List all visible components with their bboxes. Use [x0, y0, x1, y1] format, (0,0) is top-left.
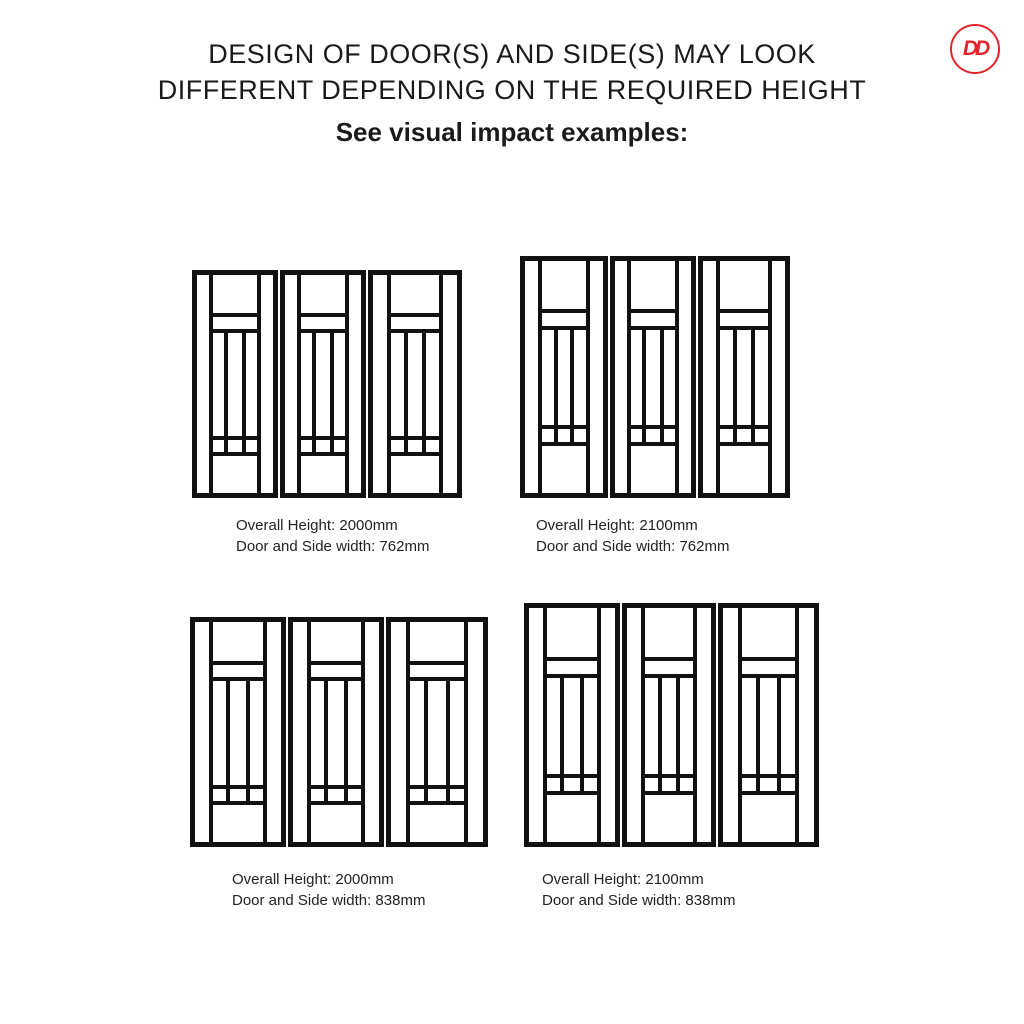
panel-1-frame-right	[281, 617, 286, 847]
panel-2-bar-inner-right	[344, 677, 348, 805]
panel-2-bar-bottom-horizontal	[307, 801, 365, 805]
panel-2-bar-upper-inner	[641, 674, 697, 678]
panel-2-frame-right	[691, 256, 696, 498]
example-2-height: Overall Height: 2100mm	[536, 517, 698, 534]
panel-1-frame-top	[192, 270, 278, 275]
panel-3-frame-bottom	[718, 842, 819, 847]
panel-2-frame-right	[379, 617, 384, 847]
panel-3-frame-top	[718, 603, 819, 608]
panel-2-bar-inner-left	[658, 674, 662, 795]
panel-1-bar-top-horizontal	[538, 309, 590, 313]
panel-3-bar-right-vertical	[795, 603, 799, 847]
panel-1-bar-inner-left	[226, 677, 230, 805]
example-4-width: Door and Side width: 838mm	[542, 892, 736, 909]
panel-1-frame-left	[520, 256, 525, 498]
panel-1-bar-lower-inner	[543, 774, 601, 778]
panel-3-bar-top-horizontal	[716, 309, 772, 313]
panel-2-frame-top	[280, 270, 366, 275]
panel-2-bar-bottom-horizontal	[297, 452, 349, 456]
panel-1-bar-left-vertical	[209, 270, 213, 498]
panel-3-bar-right-vertical	[768, 256, 772, 498]
panel-1-bar-lower-inner	[538, 425, 590, 429]
panel-1-bar-bottom-horizontal	[209, 452, 261, 456]
panel-2-bar-inner-right	[330, 329, 334, 456]
panel-3-bar-upper-inner	[738, 674, 799, 678]
panel-2-bar-top-horizontal	[641, 657, 697, 661]
panel-3-frame-top	[698, 256, 790, 261]
panel-1-bar-inner-left	[560, 674, 564, 795]
panel-1-frame-right	[273, 270, 278, 498]
panel-1-bar-right-vertical	[263, 617, 267, 847]
panel-3-bar-upper-inner	[716, 326, 772, 330]
panel-3-bar-lower-inner	[406, 785, 468, 789]
panel-2-frame-top	[288, 617, 384, 622]
panel-1-bar-bottom-horizontal	[543, 791, 601, 795]
panel-3-frame-left	[718, 603, 723, 847]
panel-1-bar-upper-inner	[209, 677, 267, 681]
panel-3-bar-inner-right	[422, 329, 426, 456]
panel-2-bar-right-vertical	[345, 270, 349, 498]
panel-1-bar-bottom-horizontal	[209, 801, 267, 805]
panel-1-bar-left-vertical	[543, 603, 547, 847]
panel-3-frame-right	[483, 617, 488, 847]
door-set-drawing-1	[192, 270, 462, 498]
door-set-example-3	[190, 617, 488, 847]
panel-3-frame-left	[368, 270, 373, 498]
panel-1-frame-top	[190, 617, 286, 622]
panel-2-frame-bottom	[280, 493, 366, 498]
example-1-caption	[236, 515, 429, 557]
panel-1-bar-upper-inner	[538, 326, 590, 330]
panel-2-frame-left	[280, 270, 285, 498]
panel-2-frame-bottom	[610, 493, 696, 498]
panel-2-bar-left-vertical	[641, 603, 645, 847]
panel-1-bar-top-horizontal	[543, 657, 601, 661]
door-set-drawing-2	[520, 256, 790, 498]
panel-2-frame-top	[610, 256, 696, 261]
panel-3-bar-upper-inner	[406, 677, 468, 681]
panel-3-bar-top-horizontal	[387, 313, 443, 317]
panel-3-bar-top-horizontal	[738, 657, 799, 661]
panel-2-bar-right-vertical	[675, 256, 679, 498]
panel-1-bar-upper-inner	[209, 329, 261, 333]
door-set-drawing-4	[524, 603, 819, 847]
panel-2-bar-left-vertical	[297, 270, 301, 498]
panel-2-bar-inner-left	[324, 677, 328, 805]
example-1-width: Door and Side width: 762mm	[236, 538, 430, 555]
panel-3-bar-lower-inner	[716, 425, 772, 429]
panel-3-bar-left-vertical	[406, 617, 410, 847]
panel-2-bar-inner-right	[660, 326, 664, 446]
panel-3-bar-inner-left	[733, 326, 737, 446]
panel-1-bar-inner-left	[554, 326, 558, 446]
example-4-caption	[542, 869, 735, 911]
panel-3-frame-bottom	[386, 842, 488, 847]
panel-1-bar-lower-inner	[209, 785, 267, 789]
panel-2-bar-lower-inner	[641, 774, 697, 778]
logo-text: DD	[962, 37, 988, 60]
panel-2-frame-bottom	[622, 842, 716, 847]
panel-3-bar-left-vertical	[716, 256, 720, 498]
door-set-example-2	[520, 256, 790, 498]
panel-3-frame-top	[368, 270, 462, 275]
page-heading	[0, 36, 1024, 150]
panel-1-frame-left	[190, 617, 195, 847]
panel-1-bar-right-vertical	[586, 256, 590, 498]
example-3-height: Overall Height: 2000mm	[232, 871, 394, 888]
panel-2-bar-lower-inner	[307, 785, 365, 789]
panel-2-bar-inner-left	[312, 329, 316, 456]
panel-1-bar-inner-left	[224, 329, 228, 456]
panel-1-frame-left	[524, 603, 529, 847]
example-1-height: Overall Height: 2000mm	[236, 517, 398, 534]
panel-1-bar-bottom-horizontal	[538, 442, 590, 446]
panel-1-frame-bottom	[190, 842, 286, 847]
panel-3-frame-bottom	[698, 493, 790, 498]
panel-2-bar-bottom-horizontal	[627, 442, 679, 446]
panel-2-bar-upper-inner	[307, 677, 365, 681]
panel-1-bar-inner-right	[570, 326, 574, 446]
example-4-height: Overall Height: 2100mm	[542, 871, 704, 888]
example-3-width: Door and Side width: 838mm	[232, 892, 426, 909]
panel-2-bar-upper-inner	[627, 326, 679, 330]
panel-2-frame-bottom	[288, 842, 384, 847]
panel-3-frame-right	[785, 256, 790, 498]
panel-3-bar-bottom-horizontal	[387, 452, 443, 456]
panel-2-bar-left-vertical	[307, 617, 311, 847]
panel-1-bar-right-vertical	[597, 603, 601, 847]
panel-1-bar-inner-right	[246, 677, 250, 805]
example-2-width: Door and Side width: 762mm	[536, 538, 730, 555]
panel-2-bar-lower-inner	[627, 425, 679, 429]
panel-3-frame-bottom	[368, 493, 462, 498]
panel-2-bar-bottom-horizontal	[641, 791, 697, 795]
panel-1-bar-top-horizontal	[209, 661, 267, 665]
panel-3-frame-left	[698, 256, 703, 498]
door-set-drawing-3	[190, 617, 488, 847]
panel-1-frame-top	[520, 256, 608, 261]
panel-3-bar-upper-inner	[387, 329, 443, 333]
panel-3-bar-bottom-horizontal	[738, 791, 799, 795]
panel-3-bar-bottom-horizontal	[406, 801, 468, 805]
panel-3-frame-left	[386, 617, 391, 847]
panel-3-frame-right	[457, 270, 462, 498]
subheading: See visual impact examples:	[335, 117, 689, 147]
panel-2-bar-upper-inner	[297, 329, 349, 333]
panel-3-bar-inner-left	[756, 674, 760, 795]
panel-1-frame-right	[615, 603, 620, 847]
panel-1-bar-inner-right	[580, 674, 584, 795]
panel-3-bar-right-vertical	[464, 617, 468, 847]
panel-3-bar-inner-left	[404, 329, 408, 456]
panel-2-bar-top-horizontal	[297, 313, 349, 317]
panel-2-bar-right-vertical	[361, 617, 365, 847]
panel-3-bar-top-horizontal	[406, 661, 468, 665]
panel-2-bar-left-vertical	[627, 256, 631, 498]
dd-brand-logo	[950, 24, 1000, 74]
panel-1-bar-inner-right	[242, 329, 246, 456]
panel-2-bar-inner-left	[642, 326, 646, 446]
panel-2-bar-top-horizontal	[627, 309, 679, 313]
panel-3-bar-right-vertical	[439, 270, 443, 498]
door-set-example-1	[192, 270, 462, 498]
heading-line-2: DIFFERENT DEPENDING ON THE REQUIRED HEIGHT	[157, 75, 867, 105]
panel-3-bar-lower-inner	[738, 774, 799, 778]
panel-3-bar-inner-left	[424, 677, 428, 805]
panel-1-bar-top-horizontal	[209, 313, 261, 317]
panel-3-bar-inner-right	[751, 326, 755, 446]
panel-1-frame-right	[603, 256, 608, 498]
panel-2-frame-left	[610, 256, 615, 498]
panel-2-bar-lower-inner	[297, 436, 349, 440]
panel-2-bar-right-vertical	[693, 603, 697, 847]
panel-3-bar-inner-right	[446, 677, 450, 805]
panel-3-bar-lower-inner	[387, 436, 443, 440]
door-set-example-4	[524, 603, 819, 847]
panel-1-bar-lower-inner	[209, 436, 261, 440]
panel-2-frame-top	[622, 603, 716, 608]
panel-1-frame-bottom	[192, 493, 278, 498]
panel-1-frame-bottom	[520, 493, 608, 498]
panel-1-bar-upper-inner	[543, 674, 601, 678]
panel-1-bar-left-vertical	[209, 617, 213, 847]
panel-2-bar-top-horizontal	[307, 661, 365, 665]
panel-2-frame-right	[711, 603, 716, 847]
panel-3-frame-top	[386, 617, 488, 622]
panel-1-frame-bottom	[524, 842, 620, 847]
panel-1-bar-right-vertical	[257, 270, 261, 498]
panel-2-frame-left	[288, 617, 293, 847]
panel-3-bar-left-vertical	[387, 270, 391, 498]
panel-2-frame-left	[622, 603, 627, 847]
example-2-caption	[536, 515, 729, 557]
panel-1-bar-left-vertical	[538, 256, 542, 498]
panel-3-bar-left-vertical	[738, 603, 742, 847]
panel-3-bar-bottom-horizontal	[716, 442, 772, 446]
panel-1-frame-top	[524, 603, 620, 608]
example-3-caption	[232, 869, 425, 911]
panel-3-frame-right	[814, 603, 819, 847]
heading-line-1: DESIGN OF DOOR(S) AND SIDE(S) MAY LOOK	[208, 39, 816, 69]
panel-1-frame-left	[192, 270, 197, 498]
panel-2-frame-right	[361, 270, 366, 498]
panel-3-bar-inner-right	[777, 674, 781, 795]
panel-2-bar-inner-right	[676, 674, 680, 795]
